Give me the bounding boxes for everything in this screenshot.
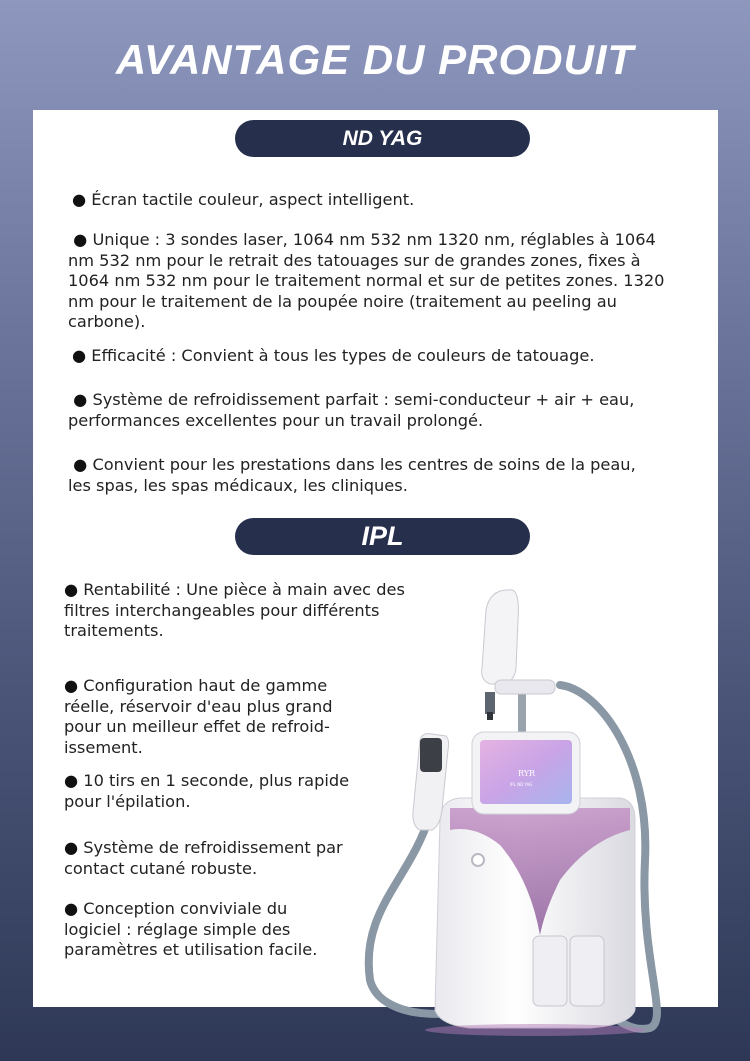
page-title: AVANTAGE DU PRODUIT: [115, 36, 635, 83]
bullet-text: Convient pour les prestations dans les centres de soins de la peau, les spas, les spas médicaux, les cliniques.: [68, 455, 636, 495]
bullet-dot-icon: ●: [64, 580, 79, 599]
bullet-dot-icon: ●: [64, 838, 79, 857]
nd-yag-bullet-1: [72, 190, 682, 211]
ipl-bullet-2: [64, 676, 374, 758]
bullet-text: Rentabilité : Une pièce à main avec des filtres interchangeables pour différents traitements.: [64, 580, 405, 640]
bullet-text: Système de refroidissement par contact cutané robuste.: [64, 838, 343, 878]
bullet-dot-icon: ●: [68, 455, 88, 474]
ipl-bullet-5: [64, 899, 329, 961]
bullet-dot-icon: ●: [64, 676, 79, 695]
bullet-dot-icon: ●: [64, 771, 79, 790]
laser-device-illustration: [350, 580, 720, 1040]
section-heading-ipl: IPL: [235, 518, 530, 555]
bullet-dot-icon: ●: [64, 899, 79, 918]
nd-yag-bullet-4: [68, 390, 658, 431]
ipl-bullet-4: [64, 838, 354, 879]
bullet-dot-icon: ●: [68, 230, 88, 249]
bullet-dot-icon: ●: [68, 390, 88, 409]
section-heading-nd-yag: ND YAG: [235, 120, 530, 157]
bullet-dot-icon: ●: [72, 346, 87, 365]
ipl-bullet-3: [64, 771, 354, 812]
bullet-text: Système de refroidissement parfait : semi-conducteur + air + eau, performances excellentes pour un travail prolongé.: [68, 390, 635, 430]
screen-logo: RYR: [518, 769, 536, 778]
nd-yag-bullet-2: [68, 230, 683, 333]
bullet-text: Configuration haut de gamme réelle, réservoir d'eau plus grand pour un meilleur effet de refroid-issement.: [64, 676, 333, 757]
bullet-dot-icon: ●: [72, 190, 87, 209]
nd-yag-bullet-5: [68, 455, 658, 496]
bullet-text: Écran tactile couleur, aspect intelligent.: [91, 190, 415, 209]
bullet-text: 10 tirs en 1 seconde, plus rapide pour l'épilation.: [64, 771, 350, 811]
nd-yag-bullet-3: [72, 346, 682, 367]
bullet-text: Efficacité : Convient à tous les types de couleurs de tatouage.: [91, 346, 595, 365]
screen-subtext: IPL ND YAG: [510, 782, 533, 787]
bullet-text: Unique : 3 sondes laser, 1064 nm 532 nm 1320 nm, réglables à 1064 nm 532 nm pour le retrait des tatouages sur de grandes zones, fixes à 1064 nm 532 nm pour le traitement normal et sur de petites zones. 1320 nm pour le traitement de la poupée noire (traitement au peeling au carbone).: [68, 230, 665, 331]
bullet-text: Conception conviviale du logiciel : réglage simple des paramètres et utilisation facile.: [64, 899, 318, 959]
